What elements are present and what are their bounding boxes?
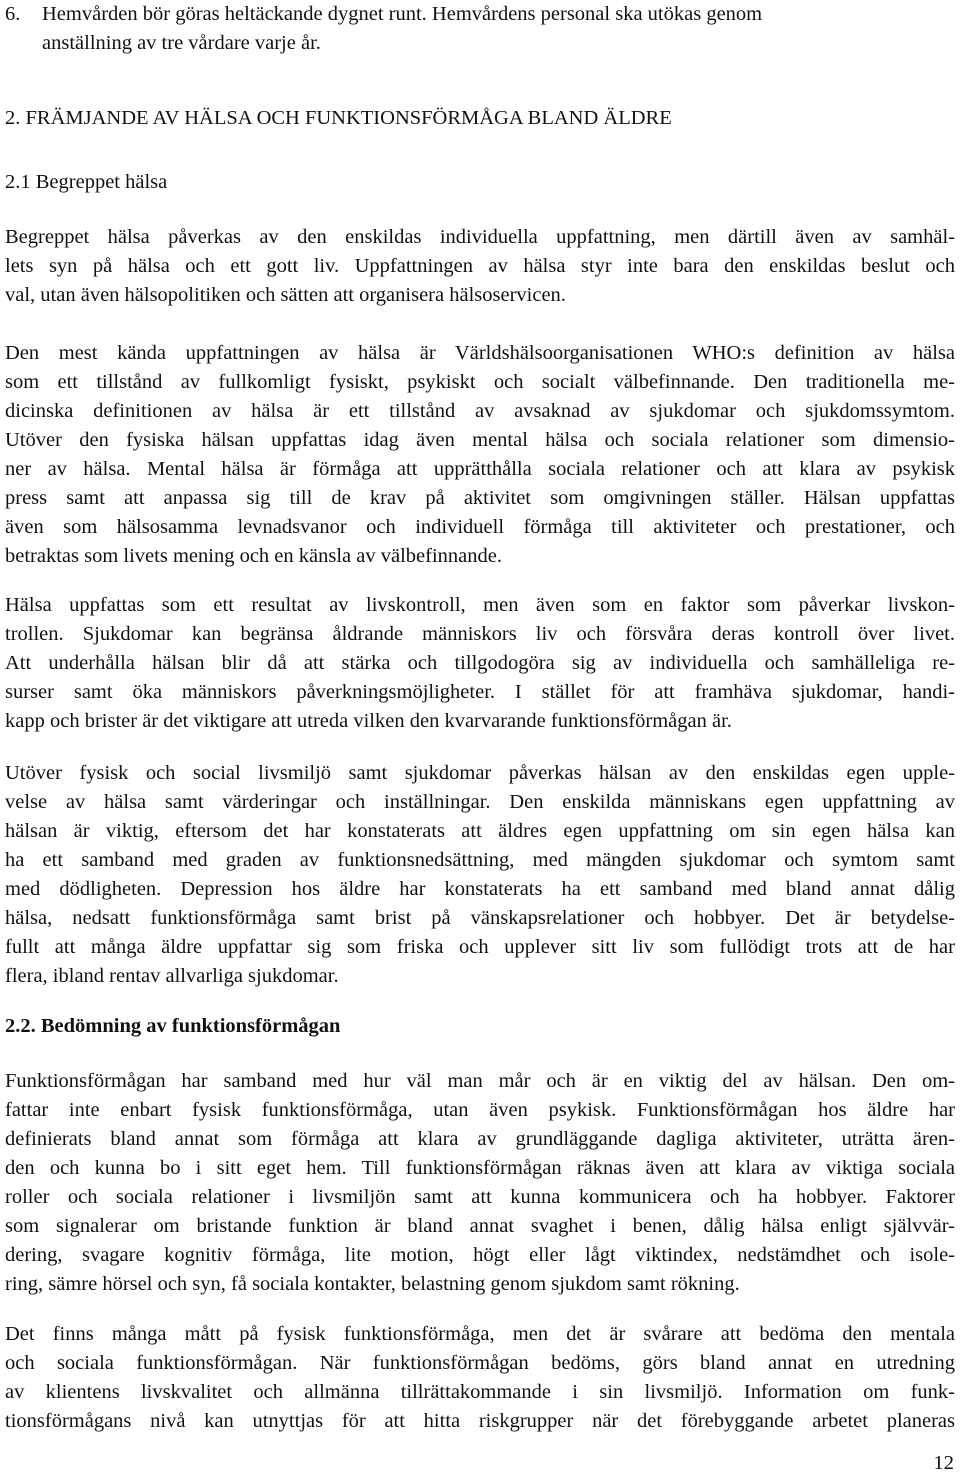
paragraph-line: Det finns många mått på fysisk funktionsförmåga, men det är svårare att bedöma den mentala — [5, 1323, 955, 1345]
paragraph-line: hälsan är viktig, eftersom det har konstaterats att äldres egen uppfattning om sin egen hälsa kan — [5, 820, 955, 842]
paragraph-line: dering, svagare kognitiv förmåga, lite motion, högt eller lågt viktindex, nedstämdhet och isole- — [5, 1244, 955, 1266]
paragraph-line: Begreppet hälsa påverkas av den enskildas individuella uppfattning, men därtill även av samhäl- — [5, 226, 955, 248]
paragraph-line: roller och sociala relationer i livsmiljön samt att kunna kommunicera och ha hobbyer. Faktorer — [5, 1186, 955, 1208]
paragraph-line: med dödligheten. Depression hos äldre har konstaterats ha ett samband med bland annat dålig — [5, 878, 955, 900]
paragraph-line: som signalerar om bristande funktion är bland annat svaghet i benen, dålig hälsa enligt självvär- — [5, 1215, 955, 1237]
paragraph-line: ring, sämre hörsel och syn, få sociala kontakter, belastning genom sjukdom samt rökning. — [5, 1273, 740, 1295]
paragraph-line: val, utan även hälsopolitiken och sätten att organisera hälsoservicen. — [5, 284, 566, 306]
paragraph-line: lets syn på hälsa och ett gott liv. Uppfattningen av hälsa styr inte bara den enskildas beslut och — [5, 255, 955, 277]
paragraph-line: fullt att många äldre uppfattar sig som friska och upplever sitt liv som fullödigt trots att de har — [5, 936, 955, 958]
paragraph-line: dicinska definitionen av hälsa är ett tillstånd av avsaknad av sjukdomar och sjukdomssymtom. — [5, 400, 955, 422]
paragraph-line: fattar inte enbart fysisk funktionsförmåga, utan även psykisk. Funktionsförmågan hos äldre har — [5, 1099, 955, 1121]
paragraph-line: flera, ibland rentav allvarliga sjukdomar. — [5, 965, 339, 987]
paragraph-line: betraktas som livets mening och en känsla av välbefinnande. — [5, 545, 502, 567]
section-2-1-heading — [5, 168, 955, 197]
paragraph-line: även som hälsosamma levnadsvanor och individuell förmåga till aktiviteter och prestationer, och — [5, 516, 955, 538]
paragraph-line: kapp och brister är det viktigare att utreda vilken den kvarvarande funktionsförmågan är. — [5, 710, 732, 732]
section-2-heading-text: 2. FRÄMJANDE AV HÄLSA OCH FUNKTIONSFÖRMÅGA BLAND ÄLDRE — [5, 107, 672, 129]
paragraph-line: press samt att anpassa sig till de krav på aktivitet som omgivningen ställer. Hälsan uppfattas — [5, 487, 955, 509]
paragraph-4 — [5, 759, 955, 991]
section-2-1-heading-text: 2.1 Begreppet hälsa — [5, 171, 168, 193]
section-2-2-heading — [5, 1012, 955, 1041]
paragraph-1 — [5, 223, 955, 310]
paragraph-line: den och kunna bo i sitt eget hem. Till funktionsförmågan räknas även att klara av viktiga sociala — [5, 1157, 955, 1179]
section-2-heading — [5, 104, 955, 133]
list-item-6-text-1: Hemvården bör göras heltäckande dygnet runt. Hemvårdens personal ska utökas genom — [42, 3, 763, 25]
paragraph-line: Att underhålla hälsan blir då att stärka och tillgodogöra sig av individuella och samhälleliga re- — [5, 652, 955, 674]
list-item-6-line-2: anställning av tre vårdare varje år. — [42, 32, 321, 54]
paragraph-line: och sociala funktionsförmågan. När funktionsförmågan bedöms, görs bland annat en utredning — [5, 1352, 955, 1374]
paragraph-line: Utöver den fysiska hälsan uppfattas idag även mental hälsa och sociala relationer som dimensio- — [5, 429, 955, 451]
section-2-2-heading-text: 2.2. Bedömning av funktionsförmågan — [5, 1015, 341, 1037]
paragraph-2 — [5, 339, 955, 571]
paragraph-line: trollen. Sjukdomar kan begränsa åldrande människors liv och försvåra deras kontroll över livet. — [5, 623, 955, 645]
paragraph-line: Funktionsförmågan har samband med hur väl man mår och är en viktig del av hälsan. Den om- — [5, 1070, 955, 1092]
page-number: 12 — [933, 1452, 954, 1474]
paragraph-line: som ett tillstånd av fullkomligt fysiskt, psykiskt och socialt välbefinnande. Den traditionella me- — [5, 371, 955, 393]
paragraph-5 — [5, 1067, 955, 1299]
paragraph-line: Den mest kända uppfattningen av hälsa är Världshälsoorganisationen WHO:s definition av hälsa — [5, 342, 955, 364]
paragraph-line: Utöver fysisk och social livsmiljö samt sjukdomar påverkas hälsan av den enskildas egen upple- — [5, 762, 955, 784]
paragraph-line: definierats bland annat som förmåga att klara av grundläggande dagliga aktiviteter, uträtta ären- — [5, 1128, 955, 1150]
paragraph-line: Hälsa uppfattas som ett resultat av livskontroll, men även som en faktor som påverkar livskon- — [5, 594, 955, 616]
paragraph-line: surser samt öka människors påverkningsmöjligheter. I stället för att framhäva sjukdomar, handi- — [5, 681, 955, 703]
paragraph-3 — [5, 591, 955, 736]
list-item-6-line-1 — [5, 0, 955, 29]
list-item-6 — [5, 0, 955, 58]
paragraph-line: velse av hälsa samt värderingar och inställningar. Den enskilda människans egen uppfattning av — [5, 791, 955, 813]
paragraph-6 — [5, 1320, 955, 1436]
paragraph-line: ha ett samband med graden av funktionsnedsättning, med mängden sjukdomar och symtom samt — [5, 849, 955, 871]
paragraph-line: av klientens livskvalitet och allmänna tillrättakommande i sin livsmiljö. Information om funk- — [5, 1381, 955, 1403]
paragraph-line: ner av hälsa. Mental hälsa är förmåga att upprätthålla sociala relationer och att klara av psykisk — [5, 458, 955, 480]
list-item-number: 6. — [5, 3, 21, 25]
paragraph-line: tionsförmågans nivå kan utnyttjas för att hitta riskgrupper när det förebyggande arbetet planeras — [5, 1410, 955, 1432]
paragraph-line: hälsa, nedsatt funktionsförmåga samt brist på vänskapsrelationer och hobbyer. Det är betydelse- — [5, 907, 955, 929]
